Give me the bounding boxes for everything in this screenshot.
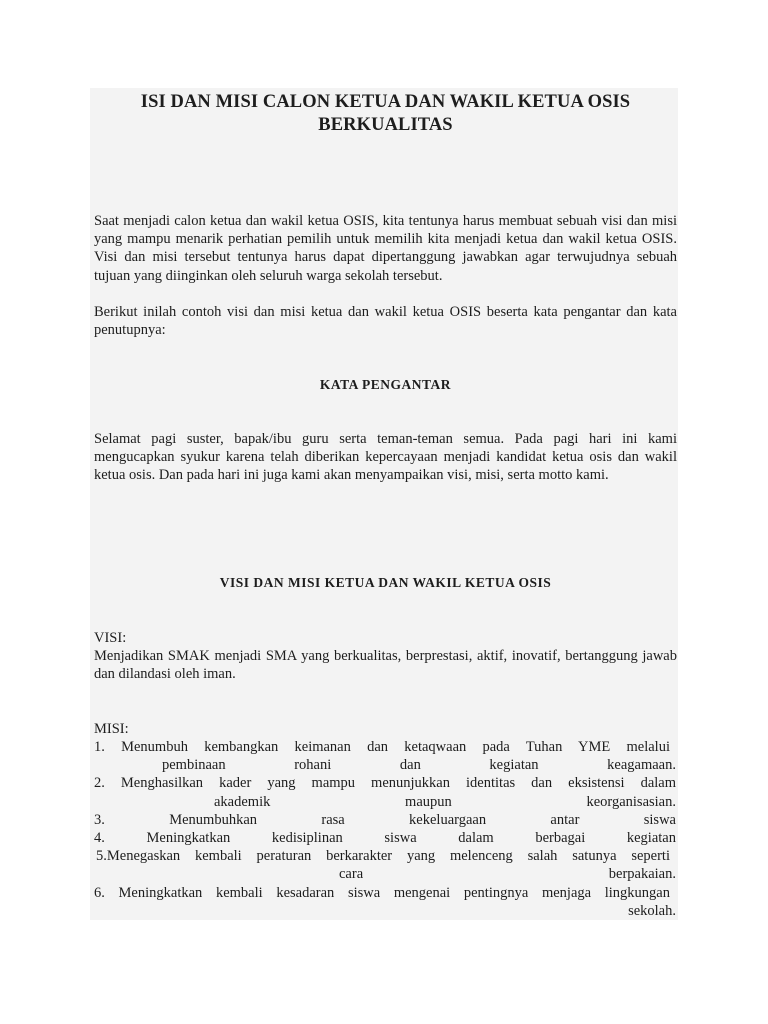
misi-item-line: 3. Menumbuhkan rasa kekeluargaan antar siswa — [94, 811, 676, 828]
document-page — [90, 88, 678, 920]
visi-misi-heading: VISI DAN MISI KETUA DAN WAKIL KETUA OSIS — [219, 575, 552, 590]
intro-paragraph-1: Saat menjadi calon ketua dan wakil ketua OSIS, kita tentunya harus membuat sebuah visi dan misi yang mampu menarik perhatian pemilih untuk memilih kita menjadi ketua dan wakil ketua OSIS. Visi dan misi tersebut tentunya harus dapat dipertanggung jawabkan agar terwujudnya sebuah tujuan yang diinginkan oleh seluruh warga sekolah tersebut. — [94, 213, 677, 284]
misi-item-line: 5.Menegaskan kembali peraturan berkarakter yang melenceng salah satunya seperti — [96, 848, 670, 865]
visi-label: VISI: — [94, 630, 127, 646]
misi-item-line: 1. Menumbuh kembangkan keimanan dan ketaqwaan pada Tuhan YME melalui — [94, 739, 670, 755]
misi-item — [94, 738, 676, 774]
title-line-1: ISI DAN MISI CALON KETUA DAN WAKIL KETUA OSIS — [140, 92, 631, 112]
misi-item — [94, 811, 676, 829]
misi-item-line: pembinaan rohani dan kegiatan keagamaan. — [162, 757, 676, 774]
document-title — [94, 91, 677, 137]
misi-label: MISI: — [94, 721, 129, 737]
misi-list — [94, 738, 676, 920]
misi-item-line: 6. Meningkatkan kembali kesadaran siswa mengenai pentingnya menjaga lingkungan — [94, 884, 670, 901]
kata-pengantar-heading: KATA PENGANTAR — [319, 377, 452, 392]
misi-item-line: cara berpakaian. — [339, 866, 676, 883]
misi-item — [94, 847, 676, 883]
misi-item — [94, 829, 676, 847]
misi-item-line: akademik maupun keorganisasian. — [214, 793, 676, 810]
misi-item-line: 2. Menghasilkan kader yang mampu menunjukkan identitas dan eksistensi dalam — [94, 775, 676, 792]
title-line-2: BERKUALITAS — [318, 115, 453, 135]
misi-item-line: sekolah. — [628, 902, 676, 919]
misi-item — [94, 774, 676, 810]
misi-item-line: 4. Meningkatkan kedisiplinan siswa dalam berbagai kegiatan — [94, 830, 676, 847]
kata-pengantar-text: Selamat pagi suster, bapak/ibu guru serta teman-teman semua. Pada pagi hari ini kami mengucapkan syukur karena telah diberikan kepercayaan menjadi kandidat ketua osis dan wakil ketua osis. Dan pada hari ini juga kami akan menyampaikan visi, misi, serta motto kami. — [94, 431, 677, 484]
misi-item — [94, 884, 676, 920]
intro-paragraph-2: Berikut inilah contoh visi dan misi ketua dan wakil ketua OSIS beserta kata pengantar dan kata penutupnya: — [94, 304, 677, 339]
visi-text: Menjadikan SMAK menjadi SMA yang berkualitas, berprestasi, aktif, inovatif, bertanggung jawab dan dilandasi oleh iman. — [94, 648, 677, 683]
